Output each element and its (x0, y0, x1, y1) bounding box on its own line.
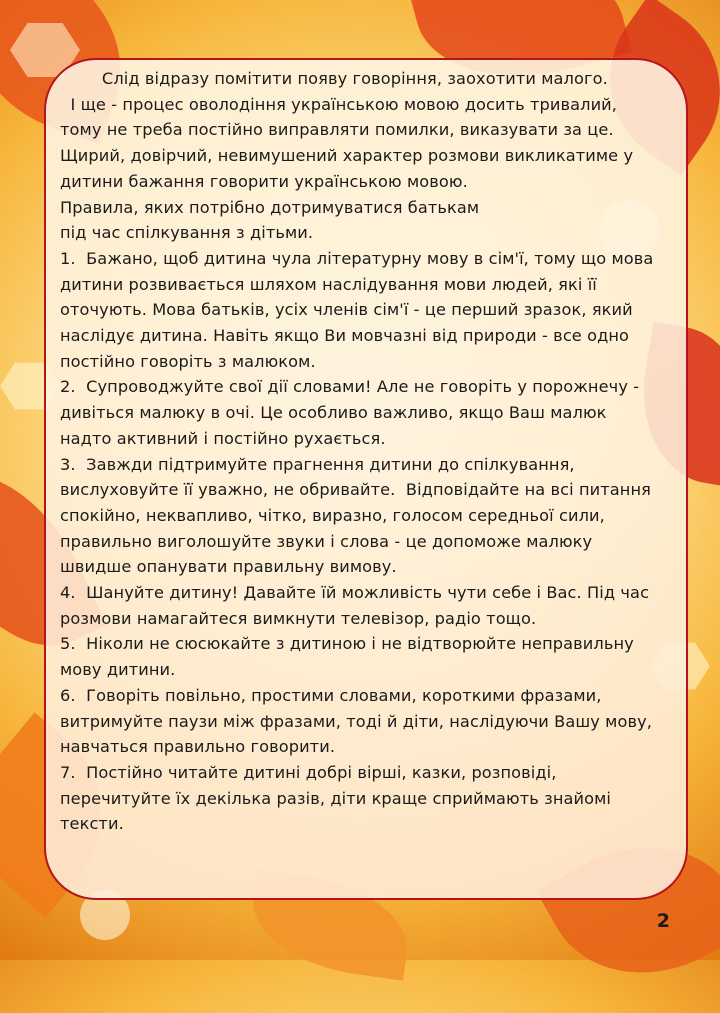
text-line: 2. Супроводжуйте свої дії словами! Але не говоріть у порожнечу - (60, 377, 640, 397)
text-line: Слід відразу помітити появу говоріння, заохотити малого. (60, 69, 608, 88)
text-line: швидше опанувати правильну вимову. (60, 557, 397, 577)
text-line: дитини розвивається шляхом наслідування мови людей, які її (60, 274, 597, 294)
text-line: правильно виголошуйте звуки і слова - це допоможе малюку (60, 531, 593, 551)
text-line: під час спілкування з дітьми. (60, 223, 314, 243)
text-line: перечитуйте їх декілька разів, діти краще сприймають знайомі (60, 788, 612, 808)
text-line: 4. Шануйте дитину! Давайте їй можливість чути себе і Вас. Під час (60, 583, 650, 603)
text-line: постійно говоріть з малюком. (60, 351, 316, 371)
text-line: 1. Бажано, щоб дитина чула літературну мову в сім'ї, тому що мова (60, 248, 654, 268)
text-line: тому не треба постійно виправляти помилки, виказувати за це. (60, 120, 614, 140)
page-number: 2 (656, 910, 670, 932)
text-line: вислуховуйте її уважно, не обривайте. Відповідайте на всі питання (60, 480, 651, 500)
text-line: 3. Завжди підтримуйте прагнення дитини до спілкування, (60, 454, 575, 474)
text-line: мову дитини. (60, 660, 176, 680)
text-line: наслідує дитина. Навіть якщо Ви мовчазні від природи - все одно (60, 326, 630, 346)
article-text (60, 66, 676, 837)
text-line: надто активний і постійно рухається. (60, 428, 386, 448)
text-line: 7. Постійно читайте дитині добрі вірші, казки, розповіді, (60, 762, 557, 782)
text-line: тексти. (60, 814, 124, 834)
text-line: спокійно, неквапливо, чітко, виразно, голосом середньої сили, (60, 505, 605, 525)
text-line: І ще - процес оволодіння українською мовою досить тривалий, (60, 94, 618, 114)
text-line: розмови намагайтеся вимкнути телевізор, радіо тощо. (60, 608, 537, 628)
text-line: оточують. Мова батьків, усіх членів сім'ї - це перший зразок, який (60, 300, 633, 320)
text-line: дивіться малюку в очі. Це особливо важливо, якщо Ваш малюк (60, 403, 607, 423)
text-line: 6. Говоріть повільно, простими словами, короткими фразами, (60, 685, 602, 705)
text-line: 5. Ніколи не сюсюкайте з дитиною і не відтворюйте неправильну (60, 634, 634, 654)
text-line: Щирий, довірчий, невимушений характер розмови викликатиме у (60, 146, 634, 166)
text-line: витримуйте паузи між фразами, тоді й діти, наслідуючи Вашу мову, (60, 711, 653, 731)
text-line: Правила, яких потрібно дотримуватися батькам (60, 197, 480, 217)
text-line: навчаться правильно говорити. (60, 737, 336, 757)
text-line: дитини бажання говорити українською мовою. (60, 171, 468, 191)
